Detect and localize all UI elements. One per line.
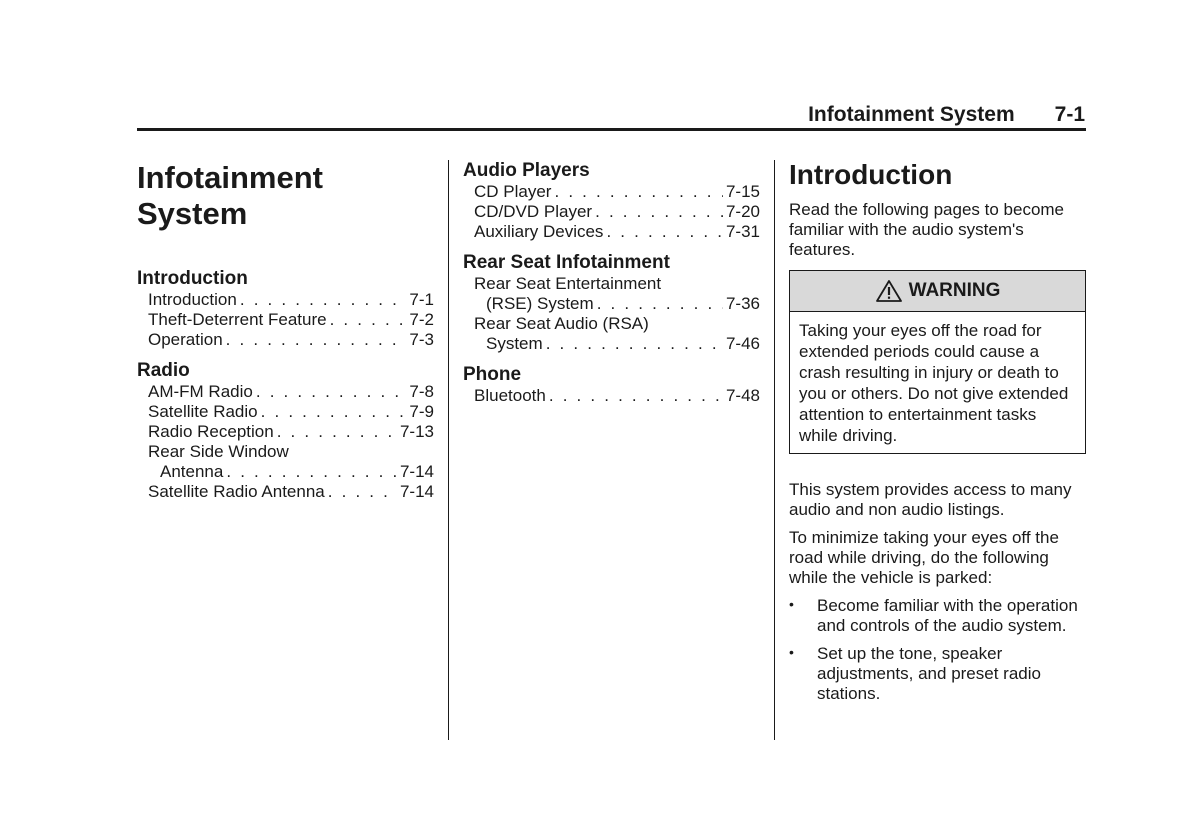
toc-entry-label: Theft-Deterrent Feature bbox=[148, 310, 327, 329]
warning-box bbox=[789, 270, 1086, 454]
paragraph: To minimize taking your eyes off the road while driving, do the following while the vehicle is parked: bbox=[789, 528, 1059, 587]
chapter-title-line: Infotainment bbox=[137, 160, 323, 195]
toc-section-introduction: Introduction bbox=[137, 268, 248, 289]
introduction-column bbox=[789, 160, 1086, 712]
toc-entry-page: 7-36 bbox=[725, 294, 760, 313]
running-header bbox=[808, 102, 1085, 128]
toc-entry[interactable] bbox=[137, 482, 434, 502]
toc-list-introduction bbox=[137, 290, 434, 350]
warning-triangle-icon bbox=[875, 279, 903, 303]
toc-entry-label: CD Player bbox=[474, 182, 552, 201]
toc-entry-page: 7-46 bbox=[725, 334, 760, 353]
bullet-mark: • bbox=[789, 596, 794, 612]
header-rule bbox=[137, 128, 1086, 131]
toc-entry-label: Auxiliary Devices bbox=[474, 222, 604, 241]
toc-leader bbox=[240, 290, 407, 310]
toc-entry-page: 7-14 bbox=[399, 482, 434, 501]
running-header-section: Infotainment System bbox=[808, 103, 1015, 126]
toc-entry[interactable] bbox=[463, 222, 760, 242]
page-number: 7-1 bbox=[1054, 103, 1085, 126]
warning-label: WARNING bbox=[908, 280, 1001, 301]
toc-entry-page: 7-15 bbox=[725, 182, 760, 201]
toc-entry-page: 7-48 bbox=[725, 386, 760, 405]
list-item bbox=[789, 644, 1086, 704]
bullet-mark: • bbox=[789, 644, 794, 660]
chapter-title bbox=[137, 160, 434, 232]
toc-leader bbox=[226, 330, 407, 350]
toc-entry-label: Radio Reception bbox=[148, 422, 274, 441]
toc-section-audio-players: Audio Players bbox=[463, 160, 590, 181]
toc-leader bbox=[330, 310, 407, 330]
toc-leader bbox=[595, 202, 723, 222]
toc-leader bbox=[328, 482, 397, 502]
toc-column-1 bbox=[137, 160, 434, 502]
toc-entry-page: 7-20 bbox=[725, 202, 760, 221]
toc-entry-page: 7-9 bbox=[409, 402, 434, 421]
toc-entry[interactable] bbox=[137, 382, 434, 402]
toc-entry-label: CD/DVD Player bbox=[474, 202, 593, 221]
toc-entry-page: 7-13 bbox=[399, 422, 434, 441]
toc-entry-label: AM-FM Radio bbox=[148, 382, 253, 401]
toc-entry-label: Satellite Radio Antenna bbox=[148, 482, 325, 501]
toc-leader bbox=[549, 386, 723, 406]
list-item bbox=[789, 596, 1086, 636]
toc-leader bbox=[256, 382, 407, 402]
warning-text: Taking your eyes off the road for extended periods could cause a crash resulting in injury or death to you or others. Do not give extended attention to entertainment tasks while driving. bbox=[799, 321, 1069, 445]
list-item-text: Set up the tone, speaker adjustments, and preset radio stations. bbox=[817, 644, 1041, 703]
toc-entry-continued[interactable]: Rear Seat Entertainment bbox=[474, 274, 662, 293]
toc-entry-label: (RSE) System bbox=[486, 294, 594, 313]
toc-entry[interactable] bbox=[463, 386, 760, 406]
toc-list-rear-seat bbox=[463, 274, 760, 354]
toc-entry-continued[interactable]: Rear Seat Audio (RSA) bbox=[474, 314, 649, 333]
toc-leader bbox=[277, 422, 397, 442]
toc-list-audio-players bbox=[463, 182, 760, 242]
toc-leader bbox=[606, 222, 723, 242]
toc-leader bbox=[546, 334, 723, 354]
toc-section-phone: Phone bbox=[463, 364, 522, 385]
toc-entry-label: Introduction bbox=[148, 290, 237, 309]
toc-entry-page: 7-3 bbox=[409, 330, 434, 349]
introduction-lead: Read the following pages to become familiar with the audio system's features. bbox=[789, 200, 1065, 259]
toc-entry[interactable] bbox=[463, 294, 760, 314]
toc-entry-label: System bbox=[486, 334, 543, 353]
toc-leader bbox=[261, 402, 407, 422]
introduction-title: Introduction bbox=[789, 159, 953, 190]
paragraph: This system provides access to many audio and non audio listings. bbox=[789, 480, 1072, 519]
list-item-text: Become familiar with the operation and controls of the audio system. bbox=[817, 596, 1078, 635]
warning-header bbox=[790, 271, 1085, 312]
toc-entry-page: 7-14 bbox=[399, 462, 434, 481]
toc-entry[interactable] bbox=[463, 202, 760, 222]
toc-column-2 bbox=[463, 160, 760, 406]
toc-entry-page: 7-2 bbox=[409, 310, 434, 329]
toc-leader bbox=[597, 294, 723, 314]
toc-entry-page: 7-8 bbox=[409, 382, 434, 401]
toc-entry-label: Bluetooth bbox=[474, 386, 546, 405]
toc-entry[interactable] bbox=[137, 402, 434, 422]
toc-entry[interactable] bbox=[137, 462, 434, 482]
toc-entry[interactable] bbox=[463, 182, 760, 202]
toc-entry[interactable] bbox=[137, 422, 434, 442]
toc-section-radio: Radio bbox=[137, 360, 190, 381]
toc-entry-label: Operation bbox=[148, 330, 223, 349]
toc-entry-label: Antenna bbox=[160, 462, 224, 481]
column-divider bbox=[774, 160, 775, 740]
toc-entry-page: 7-31 bbox=[725, 222, 760, 241]
toc-entry[interactable] bbox=[137, 290, 434, 310]
toc-entry[interactable] bbox=[137, 310, 434, 330]
chapter-title-line: System bbox=[137, 196, 248, 231]
toc-entry[interactable] bbox=[137, 330, 434, 350]
toc-list-phone bbox=[463, 386, 760, 406]
bullet-list bbox=[789, 596, 1086, 704]
toc-leader bbox=[226, 462, 397, 482]
toc-entry-label: Satellite Radio bbox=[148, 402, 258, 421]
toc-entry[interactable] bbox=[463, 334, 760, 354]
column-divider bbox=[448, 160, 449, 740]
toc-section-rear-seat: Rear Seat Infotainment bbox=[463, 252, 670, 273]
toc-list-radio bbox=[137, 382, 434, 502]
toc-leader bbox=[554, 182, 723, 202]
toc-entry-page: 7-1 bbox=[409, 290, 434, 309]
toc-entry-continued[interactable]: Rear Side Window bbox=[148, 442, 289, 461]
